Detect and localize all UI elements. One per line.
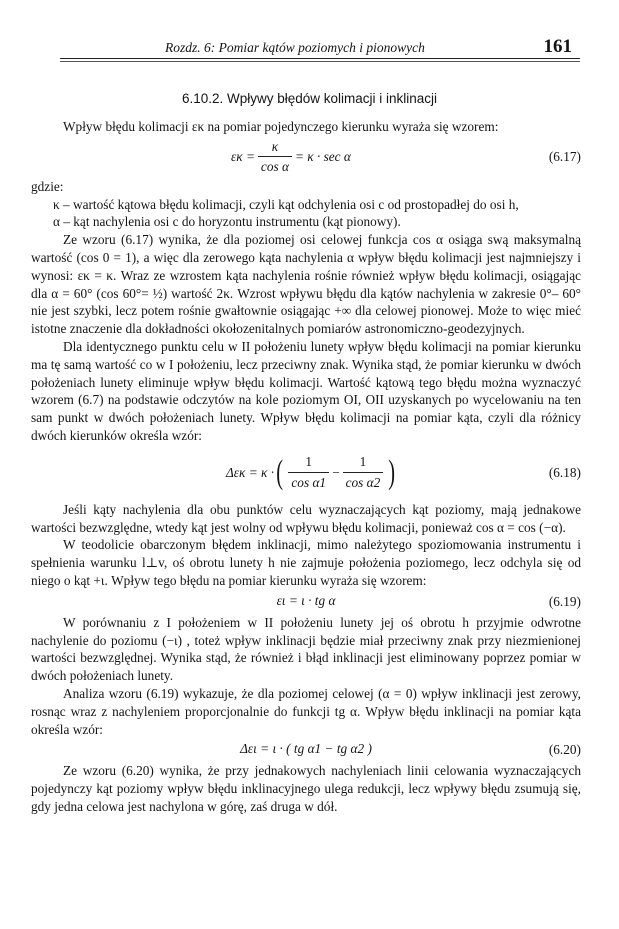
header-rule-thick [60,58,580,59]
eq618-denominator-2: cos α2 [343,472,384,492]
where-label: gdzie: [31,178,64,194]
eq620-number: (6.20) [548,742,581,758]
eq618-numerator-2: 1 [359,454,367,470]
eq617-fraction [258,138,292,177]
section-title: 6.10.2. Wpływy błędów kolimacji i inklinacji [181,91,438,106]
paragraph-two-positions: Dla identycznego punktu celu w II położeniu lunety wpływ błędu kolimacji na pomiar kierunku ma tę samą wartość co w I położeniu, lecz przeciwny znak. Wynika stąd, że pomiar kierunku w dwóch położeniach lunety eliminuje wpływ błędu kolimacji. Wartość kątową tego błędu można wyznaczyć wzorem (6.7) na podstawie odczytów na kole poziomym OI, OII uzyskanych po wycelowaniu na ten sam punkt w dwóch położeniach lunety. Wpływ błędu kolimacji na pomiar kąta, czyli dla różnicy dwóch kierunków określa wzór: [31,338,581,443]
running-title: Rozdz. 6: Pomiar kątów poziomych i pionowych [165,40,425,55]
eq618-fraction-1 [288,453,329,492]
paragraph-conclusion: Ze wzoru (6.20) wynika, że przy jednakowych nachyleniach linii celowania wyznaczających pojedynczy kąt poziomy wpływ błędu inklinacyjnego ulega redukcji, lecz wpływy błędu zsumują się, gdy jedna celowa jest nachylona w górę, zaś druga w dół. [31,763,581,814]
equation-6-17 [31,139,581,175]
eq619-number: (6.19) [548,593,581,609]
paragraph-reverse-tilt: W porównaniu z I położeniem w II położeniu lunety jej oś obrotu h przyjmie odwrotne nachylenie do poziomu (−ι) , toteż wpływ inklinacji będzie miał przeciwny znak przy niezmienionej wartości bezwzględnej. Wynika stąd, że również i błąd inklinacji jest eliminowany poprzez pomiar w dwóch położeniach lunety. [31,614,581,684]
paragraph-inclination: W teodolicie obarczonym błędem inklinacji, mimo należytego spoziomowania instrumentu i spełnienia warunku l⊥v, oś obrotu lunety h nie zajmuje położenia poziomego, lecz odchyla się od niego o kąt +ι. Wpływ tego błędu na pomiar kierunku wyraża się wzorem: [31,537,581,588]
equation-6-19 [31,592,581,612]
eq617-numerator: κ [271,138,279,154]
eq618-number: (6.18) [548,464,581,480]
eq619-formula: ει = ι · tg α [276,592,336,608]
definition-alpha: α – kąt nachylenia osi c do horyzontu instrumentu (kąt pionowy). [53,214,401,230]
paragraph-collimation-effect: Ze wzoru (6.17) wynika, że dla poziomej osi celowej funkcja cos α osiąga swą maksymalną wartość (cos 0 = 1), a więc dla zerowego kąta nachylenia α wpływ błędu kolimacji jest najmniejszy i wynosi: εκ = κ. Wraz ze wzrostem kąta nachylenia rośnie również wpływ błędu kolimacji, osiągając dla α = 60° (cos 60°= ½) wartość 2κ. Wzrost wpływu błędu dla kątów nachylenia w zakresie 0°– 60° nie jest szybki, lecz potem rośnie gwałtownie osiągając +∞ dla celowej pionowej. Może to więc mieć istotne znaczenie dla dokładności okołozenitalnych pomiarów astronomiczno-geodezyjnych. [31,232,581,337]
eq618-denominator-1: cos α1 [288,472,329,492]
running-head [60,34,580,64]
eq620-formula: Δει = ι · ( tg α1 − tg α2 ) [240,741,372,757]
eq618-minus: − [332,464,340,480]
eq617-lhs: εκ = [231,148,255,164]
equation-6-18 [31,447,581,499]
eq618-numerator-1: 1 [305,454,313,470]
page-number: 161 [543,36,572,57]
eq618-lhs: Δεκ = κ · [226,464,275,480]
equation-6-20 [31,740,581,760]
definition-kappa: κ – wartość kątowa błędu kolimacji, czyli kąt odchylenia osi c od prostopadłej do osi h, [53,196,519,212]
eq618-right-paren: ) [388,453,396,491]
paragraph-equal-angles: Jeśli kąty nachylenia dla obu punktów celu wyznaczających kąt poziomy, mają jednakowe wartości bezwzględne, wtedy kąt jest wolny od wpływu błędu kolimacji, ponieważ cos α = cos (−α). [31,501,581,535]
eq617-denominator: cos α [258,156,292,176]
paragraph-analysis: Analiza wzoru (6.19) wykazuje, że dla poziomej celowej (α = 0) wpływ inklinacji jest zerowy, rosnąc wraz z nachyleniem proporcjonalnie do funkcji tg α. Wpływ błędu inklinacji na pomiar kąta określa wzór: [31,685,581,737]
header-rule-thin [60,61,580,62]
paragraph-intro: Wpływ błędu kolimacji εκ na pomiar pojedynczego kierunku wyraża się wzorem: [63,119,499,134]
eq617-rhs: = κ · sec α [294,148,351,164]
eq618-fraction-2 [343,453,384,492]
eq618-left-paren: ( [276,453,284,491]
body-text [31,118,581,816]
eq617-number: (6.17) [548,148,581,164]
